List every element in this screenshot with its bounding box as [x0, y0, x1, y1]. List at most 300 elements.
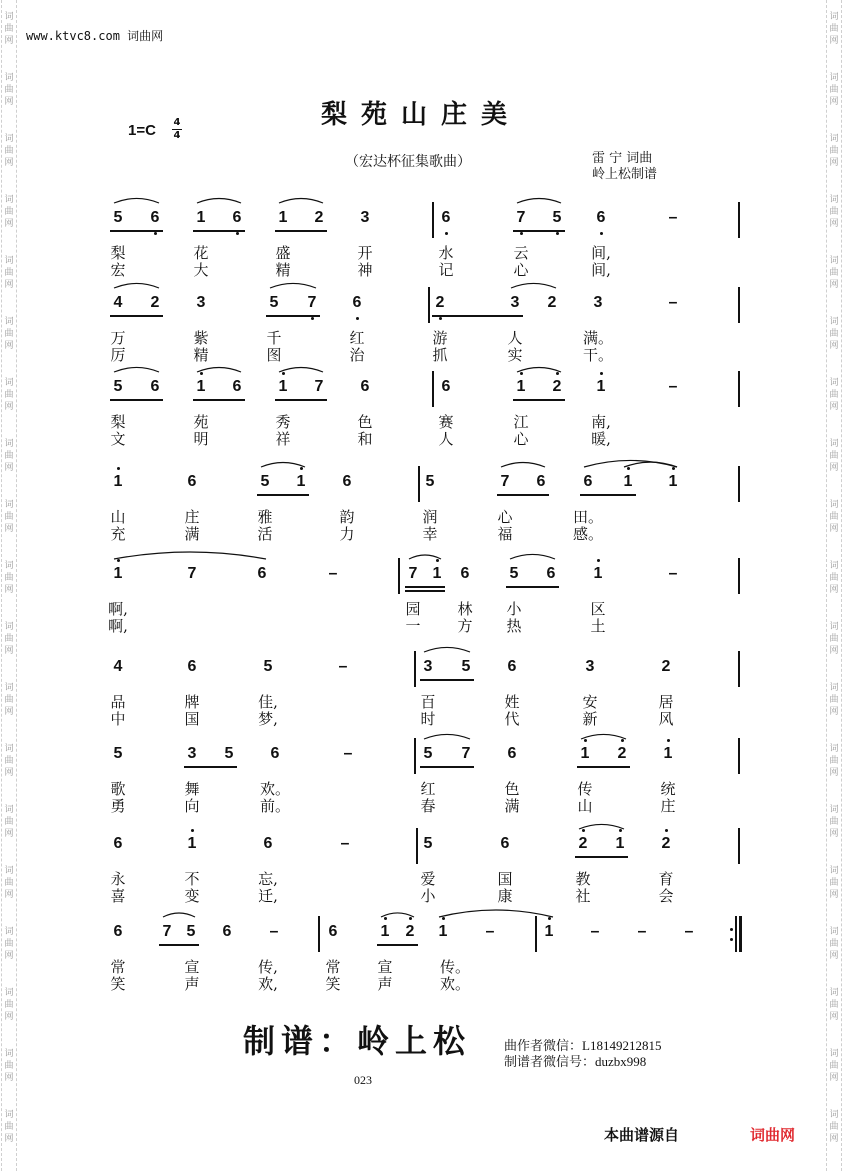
- lyric-verse1: 开: [357, 244, 373, 262]
- site-url[interactable]: www.ktvc8.com 词曲网: [26, 29, 164, 43]
- watermark-glyph: 网: [829, 402, 839, 412]
- lyric-verse2: 精: [193, 346, 209, 364]
- lyric-verse1: 啊,: [108, 600, 128, 618]
- slur: [579, 824, 624, 829]
- lyric-verse1: 安: [582, 693, 598, 711]
- watermark-glyph: 曲: [829, 451, 839, 461]
- watermark-glyph: 词: [829, 439, 839, 449]
- sustain-dash: –: [338, 658, 348, 675]
- sustain-dash: –: [343, 745, 353, 762]
- watermark-glyph: 网: [829, 36, 839, 46]
- lyric-verse2: 向: [184, 797, 200, 815]
- lyric-verse1: 宣: [377, 958, 393, 976]
- note: 5: [113, 745, 123, 762]
- key-signature: 1=C: [128, 122, 156, 139]
- watermark-glyph: 词: [4, 561, 14, 571]
- watermark-glyph: 词: [4, 805, 14, 815]
- watermark-glyph: 曲: [829, 1122, 839, 1132]
- watermark-glyph: 网: [4, 402, 14, 412]
- watermark-glyph: 曲: [829, 634, 839, 644]
- slur: [114, 283, 159, 288]
- lyric-verse2: 大: [193, 261, 209, 279]
- note: 2: [435, 294, 445, 311]
- lyric-verse2: 声: [184, 975, 200, 993]
- slur: [501, 463, 545, 468]
- lyric-verse1: 秀: [275, 413, 291, 431]
- note: 1: [516, 378, 526, 395]
- watermark-glyph: 曲: [829, 817, 839, 827]
- note: 1: [113, 473, 123, 490]
- lyric-verse2: 山: [577, 797, 593, 815]
- note: 3: [187, 745, 197, 762]
- lyric-verse1: 色: [504, 780, 520, 798]
- note: 1: [596, 378, 606, 395]
- watermark-glyph: 网: [829, 97, 839, 107]
- watermark-glyph: 词: [829, 73, 839, 83]
- lyric-verse2: 心: [513, 261, 529, 279]
- note: 1: [668, 473, 678, 490]
- slur: [197, 368, 241, 373]
- lyric-verse2: 活: [257, 525, 273, 543]
- lyric-verse1: 林: [457, 600, 473, 618]
- watermark-glyph: 网: [829, 524, 839, 534]
- note: 6: [232, 209, 242, 226]
- note: 6: [270, 745, 280, 762]
- watermark-glyph: 网: [829, 768, 839, 778]
- watermark-glyph: 曲: [829, 390, 839, 400]
- watermark-glyph: 曲: [829, 512, 839, 522]
- watermark-glyph: 词: [829, 378, 839, 388]
- sustain-dash: –: [684, 923, 694, 940]
- note: 3: [360, 209, 370, 226]
- note: 2: [552, 378, 562, 395]
- lyric-verse2: 一: [405, 617, 421, 635]
- note: 1: [432, 565, 442, 582]
- lyric-verse2: 和: [357, 430, 373, 448]
- slur: [424, 734, 470, 739]
- lyric-verse2: 热: [506, 617, 522, 635]
- watermark-glyph: 网: [4, 1012, 14, 1022]
- note: 5: [186, 923, 196, 940]
- watermark-glyph: 词: [4, 134, 14, 144]
- lyric-verse2: 时: [420, 710, 436, 728]
- note: 6: [222, 923, 232, 940]
- lyric-verse2: 前。: [259, 797, 291, 815]
- note: 7: [187, 565, 197, 582]
- watermark-glyph: 网: [829, 158, 839, 168]
- lyric-verse1: 满。: [582, 329, 614, 347]
- subtitle: （宏达杯征集歌曲）: [345, 154, 471, 170]
- note: 2: [578, 835, 588, 852]
- note: 1: [278, 378, 288, 395]
- lyric-verse2: 代: [504, 710, 520, 728]
- signature: 制谱：岭上松: [243, 1022, 472, 1060]
- note: 7: [516, 209, 526, 226]
- note: 5: [423, 835, 433, 852]
- watermark-glyph: 网: [4, 1134, 14, 1144]
- watermark-glyph: 词: [829, 561, 839, 571]
- watermark-glyph: 词: [829, 12, 839, 22]
- slur: [114, 552, 266, 559]
- lyric-verse2: 方: [457, 617, 473, 635]
- lyric-verse2: 喜: [110, 887, 126, 905]
- lyric-verse2: 厉: [110, 346, 126, 364]
- sustain-dash: –: [637, 923, 647, 940]
- slur: [510, 554, 555, 559]
- lyric-verse1: 传: [577, 780, 593, 798]
- watermark-glyph: 曲: [4, 390, 14, 400]
- note: 2: [150, 294, 160, 311]
- lyric-verse1: 山: [110, 508, 126, 526]
- watermark-glyph: 词: [829, 683, 839, 693]
- watermark-glyph: 曲: [829, 268, 839, 278]
- lyric-verse2: 社: [575, 887, 591, 905]
- note: 1: [187, 835, 197, 852]
- lyric-verse2: 间,: [591, 261, 611, 279]
- watermark-glyph: 网: [829, 890, 839, 900]
- lyric-verse1: 云: [513, 244, 529, 262]
- watermark-glyph: 曲: [4, 329, 14, 339]
- lyric-verse2: 会: [658, 887, 674, 905]
- note: 5: [425, 473, 435, 490]
- watermark-glyph: 曲: [829, 573, 839, 583]
- lyric-verse1: 千: [266, 329, 282, 347]
- lyric-verse2: 暖,: [591, 430, 611, 448]
- lyric-verse1: 统: [660, 780, 676, 798]
- meter-top: 4: [173, 117, 181, 128]
- watermark-glyph: 曲: [4, 268, 14, 278]
- note: 7: [461, 745, 471, 762]
- note: 4: [113, 658, 123, 675]
- lyric-verse1: 心: [497, 508, 513, 526]
- slur: [279, 368, 323, 373]
- watermark-glyph: 词: [829, 805, 839, 815]
- lyric-verse2: 欢。: [439, 975, 471, 993]
- sustain-dash: –: [340, 835, 350, 852]
- watermark-glyph: 网: [829, 341, 839, 351]
- note: 6: [328, 923, 338, 940]
- lyric-verse1: 水: [438, 244, 454, 262]
- slur: [270, 283, 316, 288]
- lyric-verse2: 康: [497, 887, 513, 905]
- note: 6: [536, 473, 546, 490]
- lyric-verse2: 文: [110, 430, 126, 448]
- lyric-verse2: 声: [377, 975, 393, 993]
- lyric-verse1: 梨: [110, 244, 126, 262]
- note: 5: [224, 745, 234, 762]
- lyric-verse1: 江: [513, 413, 529, 431]
- lyric-verse1: 居: [658, 693, 674, 711]
- watermark-glyph: 词: [4, 1110, 14, 1120]
- note: 2: [314, 209, 324, 226]
- lyric-verse2: 精: [275, 261, 291, 279]
- sustain-dash: –: [668, 565, 678, 582]
- note: 1: [196, 378, 206, 395]
- note: 3: [585, 658, 595, 675]
- note: 5: [263, 658, 273, 675]
- lyric-verse1: 色: [357, 413, 373, 431]
- watermark-glyph: 网: [829, 829, 839, 839]
- lyric-verse2: 抓: [432, 346, 448, 364]
- sustain-dash: –: [590, 923, 600, 940]
- watermark-glyph: 网: [829, 1134, 839, 1144]
- arranger: 岭上松制谱: [592, 167, 658, 182]
- sustain-dash: –: [485, 923, 495, 940]
- lyric-verse1: 梨: [110, 413, 126, 431]
- watermark-glyph: 网: [829, 1012, 839, 1022]
- watermark-glyph: 网: [4, 524, 14, 534]
- note: 6: [546, 565, 556, 582]
- lyric-verse1: 传。: [439, 958, 471, 976]
- watermark-glyph: 网: [4, 951, 14, 961]
- note: 5: [509, 565, 519, 582]
- lyric-verse1: 南,: [591, 413, 611, 431]
- lyric-verse1: 小: [506, 600, 522, 618]
- lyric-verse1: 区: [590, 600, 606, 618]
- lyric-verse1: 韵: [339, 508, 355, 526]
- watermark-glyph: 词: [4, 500, 14, 510]
- watermark-glyph: 曲: [4, 817, 14, 827]
- watermark-glyph: 网: [4, 646, 14, 656]
- lyric-verse1: 紫: [193, 329, 209, 347]
- lyric-verse2: 实: [507, 346, 523, 364]
- lyric-verse2: 力: [339, 525, 355, 543]
- note: 6: [113, 923, 123, 940]
- watermark-glyph: 词: [829, 622, 839, 632]
- lyric-verse1: 赛: [438, 413, 454, 431]
- lyric-verse1: 欢。: [259, 780, 291, 798]
- watermark-glyph: 曲: [4, 634, 14, 644]
- lyric-verse2: 干。: [582, 346, 614, 364]
- brand-link[interactable]: 词曲网: [750, 1126, 796, 1144]
- lyric-verse1: 不: [184, 870, 200, 888]
- note: 1: [196, 209, 206, 226]
- lyric-verse2: 满: [184, 525, 200, 543]
- lyric-verse2: 图: [266, 346, 282, 364]
- lyric-verse1: 常: [325, 958, 341, 976]
- watermark-glyph: 词: [4, 73, 14, 83]
- watermark-glyph: 曲: [829, 1000, 839, 1010]
- watermark-glyph: 网: [4, 97, 14, 107]
- note: 6: [360, 378, 370, 395]
- lyric-verse2: 迁,: [258, 887, 278, 905]
- note: 6: [460, 565, 470, 582]
- watermark-glyph: 曲: [4, 573, 14, 583]
- lyric-verse2: 福: [497, 525, 513, 543]
- lyric-verse2: 记: [438, 261, 454, 279]
- watermark-glyph: 曲: [4, 146, 14, 156]
- watermark-glyph: 曲: [4, 451, 14, 461]
- slur: [409, 555, 441, 559]
- slur: [624, 462, 677, 467]
- watermark-glyph: 词: [4, 439, 14, 449]
- note: 6: [263, 835, 273, 852]
- watermark-glyph: 词: [4, 988, 14, 998]
- note: 5: [260, 473, 270, 490]
- watermark-glyph: 曲: [4, 207, 14, 217]
- lyric-verse2: 幸: [422, 525, 438, 543]
- watermark-glyph: 曲: [4, 695, 14, 705]
- watermark-glyph: 曲: [4, 512, 14, 522]
- slur: [381, 913, 414, 917]
- watermark-glyph: 网: [829, 585, 839, 595]
- slur: [114, 198, 159, 203]
- watermark-glyph: 词: [829, 744, 839, 754]
- lyric-verse1: 花: [193, 244, 209, 262]
- slur: [511, 283, 556, 288]
- lyric-verse1: 牌: [184, 693, 200, 711]
- note: 5: [113, 209, 123, 226]
- lyric-verse1: 雅: [257, 508, 273, 526]
- slur: [581, 734, 626, 739]
- lyric-verse1: 传,: [258, 958, 278, 976]
- watermark-glyph: 词: [4, 622, 14, 632]
- lyric-verse2: 心: [513, 430, 529, 448]
- lyric-verse1: 田。: [572, 508, 604, 526]
- lyric-verse1: 人: [507, 329, 523, 347]
- note: 7: [162, 923, 172, 940]
- watermark-glyph: 网: [4, 829, 14, 839]
- watermark-glyph: 网: [829, 951, 839, 961]
- lyric-verse2: 充: [110, 525, 126, 543]
- watermark-glyph: 词: [4, 378, 14, 388]
- note: 1: [438, 923, 448, 940]
- lyric-verse2: 小: [420, 887, 436, 905]
- note: 3: [196, 294, 206, 311]
- watermark-glyph: 曲: [4, 878, 14, 888]
- note: 1: [615, 835, 625, 852]
- note: 5: [461, 658, 471, 675]
- watermark-glyph: 词: [829, 500, 839, 510]
- note: 6: [257, 565, 267, 582]
- watermark-glyph: 词: [4, 256, 14, 266]
- watermark-glyph: 词: [4, 317, 14, 327]
- watermark-glyph: 曲: [829, 207, 839, 217]
- note: 2: [661, 658, 671, 675]
- watermark-glyph: 词: [4, 12, 14, 22]
- lyric-verse1: 永: [110, 870, 126, 888]
- watermark-glyph: 网: [829, 646, 839, 656]
- lyric-verse1: 万: [110, 329, 126, 347]
- lyric-verse2: 勇: [110, 797, 126, 815]
- lyric-verse1: 舞: [184, 780, 200, 798]
- note: 6: [113, 835, 123, 852]
- lyric-verse1: 姓: [504, 693, 520, 711]
- lyric-verse2: 祥: [275, 430, 291, 448]
- watermark-glyph: 词: [829, 195, 839, 205]
- watermark-glyph: 曲: [4, 756, 14, 766]
- lyric-verse1: 间,: [591, 244, 611, 262]
- lyric-verse1: 歌: [110, 780, 126, 798]
- lyric-verse1: 常: [110, 958, 126, 976]
- slur: [261, 463, 305, 468]
- watermark-glyph: 网: [4, 219, 14, 229]
- note: 1: [663, 745, 673, 762]
- note: 2: [547, 294, 557, 311]
- slur: [114, 367, 159, 372]
- watermark-glyph: 词: [829, 927, 839, 937]
- watermark-glyph: 词: [4, 866, 14, 876]
- note: 1: [580, 745, 590, 762]
- note: 1: [623, 473, 633, 490]
- watermark-glyph: 曲: [4, 939, 14, 949]
- lyric-verse1: 爱: [420, 870, 436, 888]
- note: 6: [342, 473, 352, 490]
- note: 6: [500, 835, 510, 852]
- lyric-verse2: 治: [349, 346, 365, 364]
- lyric-verse2: 神: [357, 261, 373, 279]
- lyric-verse1: 园: [405, 600, 421, 618]
- watermark-glyph: 词: [829, 317, 839, 327]
- sustain-dash: –: [668, 209, 678, 226]
- lyric-verse2: 梦,: [258, 710, 278, 728]
- slur: [279, 199, 323, 204]
- note: 6: [441, 209, 451, 226]
- note: 3: [510, 294, 520, 311]
- lyric-verse1: 红: [420, 780, 436, 798]
- watermark-glyph: 曲: [829, 756, 839, 766]
- watermark-glyph: 网: [829, 463, 839, 473]
- note: 1: [113, 565, 123, 582]
- watermark-glyph: 网: [4, 158, 14, 168]
- note: 6: [150, 378, 160, 395]
- note: 6: [583, 473, 593, 490]
- watermark-glyph: 词: [829, 988, 839, 998]
- note: 5: [113, 378, 123, 395]
- lyric-verse2: 明: [193, 430, 209, 448]
- watermark-glyph: 词: [829, 1049, 839, 1059]
- note: 2: [661, 835, 671, 852]
- lyric-verse2: 风: [658, 710, 674, 728]
- watermark-glyph: 词: [4, 744, 14, 754]
- note: 7: [314, 378, 324, 395]
- watermark-glyph: 网: [829, 1073, 839, 1083]
- watermark-glyph: 网: [829, 707, 839, 717]
- sustain-dash: –: [269, 923, 279, 940]
- note: 6: [507, 658, 517, 675]
- watermark-glyph: 网: [4, 280, 14, 290]
- lyric-verse2: 欢,: [258, 975, 278, 993]
- note: 5: [552, 209, 562, 226]
- sustain-dash: –: [668, 378, 678, 395]
- note: 3: [423, 658, 433, 675]
- watermark-glyph: 曲: [829, 939, 839, 949]
- note: 5: [423, 745, 433, 762]
- watermark-glyph: 词: [4, 927, 14, 937]
- lyric-verse1: 百: [420, 693, 436, 711]
- note: 6: [232, 378, 242, 395]
- meter-bottom: 4: [173, 130, 181, 141]
- watermark-glyph: 网: [4, 341, 14, 351]
- lyric-verse1: 润: [422, 508, 438, 526]
- watermark-glyph: 网: [4, 36, 14, 46]
- lyric-verse2: 春: [420, 797, 436, 815]
- note: 7: [408, 565, 418, 582]
- note: 2: [617, 745, 627, 762]
- slur: [439, 910, 553, 917]
- watermark-glyph: 词: [4, 683, 14, 693]
- note: 6: [187, 473, 197, 490]
- lyric-verse1: 盛: [275, 244, 291, 262]
- source-label: 本曲谱源自: [604, 1126, 680, 1144]
- note: 6: [150, 209, 160, 226]
- lyric-verse1: 宣: [184, 958, 200, 976]
- watermark-glyph: 曲: [4, 85, 14, 95]
- watermark-glyph: 词: [4, 195, 14, 205]
- note: 1: [593, 565, 603, 582]
- watermark-glyph: 网: [4, 890, 14, 900]
- watermark-glyph: 曲: [829, 146, 839, 156]
